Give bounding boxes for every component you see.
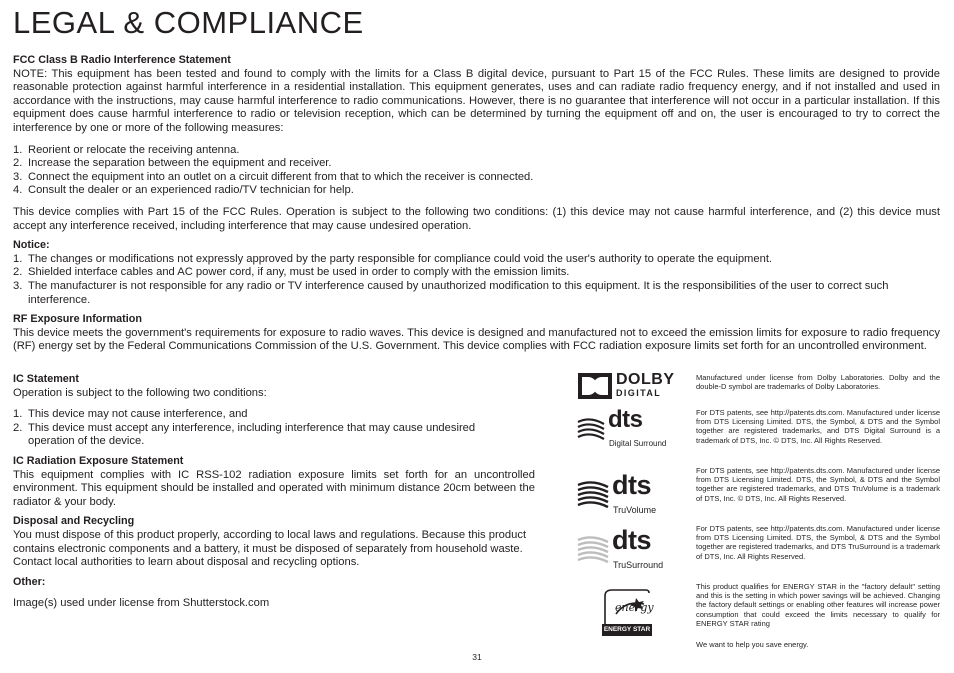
dts-wordmark: dts: [608, 406, 643, 433]
list-item: 1. Reorient or relocate the receiving antenna.: [13, 143, 240, 156]
energy-star-label: ENERGY STAR: [603, 626, 651, 633]
dts-digital-surround-text: Digital Surround: [609, 439, 667, 448]
list-item: 2. Shielded interface cables and AC power cord, if any, must be used in order to comply with the emission limits.: [13, 266, 570, 279]
dts-truvolume-logo: [576, 470, 686, 518]
list-item: 2. Increase the separation between the equipment and receiver.: [13, 157, 332, 170]
energy-script-text: energy: [615, 601, 654, 614]
fcc-heading: FCC Class B Radio Interference Statement: [13, 54, 231, 66]
dts-swoosh-icon: [576, 535, 610, 565]
dts-trusurround-note: For DTS patents, see http://patents.dts.com. Manufactured under license from DTS Licensing Limited. DTS, the Symbol, & DTS and the Symbol together are registered trademarks, and DTS TruSurround is a trademark of DTS, Inc. All Rights Reserved.: [696, 524, 940, 561]
dts-wordmark: dts: [612, 470, 651, 500]
main-text: [13, 54, 940, 354]
fcc-measures-list: [13, 144, 940, 198]
energy-star-note: This product qualifies for ENERGY STAR in the "factory default" setting and this is the setting in which power savings will be achieved. Changing the factory default settings or enabling other features will increase power consumption that could exceed the limits necessary to qualify for ENERGY STAR rating: [696, 582, 940, 628]
list-item: 3. Connect the equipment into an outlet on a circuit different from that to which the receiver is connected.: [13, 170, 534, 183]
left-column: [13, 373, 535, 611]
energy-save-note: We want to help you save energy.: [696, 640, 809, 649]
dts-trusurround-text: TruSurround: [613, 560, 664, 570]
disposal-heading: Disposal and Recycling: [13, 515, 135, 528]
ic-radiation-heading: IC Radiation Exposure Statement: [13, 454, 184, 467]
disposal-body: You must dispose of this product properly, according to local laws and regulations. Because this product contains electronic components and a battery, it must be disposed of separately from household waste. Contact local authorities to learn about disposal and recycling options.: [13, 528, 527, 569]
list-item: 2. This device must accept any interference, including interference that may cause undesired operation of the device.: [13, 421, 476, 448]
page-number: 31: [472, 652, 482, 662]
ic-radiation-body: This equipment complies with IC RSS-102 radiation exposure limits set forth for an uncontrolled environment. This equipment should be installed and operated with minimum distance 20cm between the radiator & your body.: [13, 468, 535, 508]
ic-intro: Operation is subject to the following two conditions:: [13, 386, 267, 399]
dts-truvolume-text: TruVolume: [613, 505, 657, 515]
dolby-double-d-icon: [578, 373, 612, 399]
other-heading: Other:: [13, 575, 46, 588]
dts-swoosh-icon: [576, 416, 606, 444]
list-item: 1. This device may not cause interference, and: [13, 408, 248, 421]
dolby-digital-logo: [578, 373, 678, 399]
list-item: 4. Consult the dealer or an experienced radio/TV technician for help.: [13, 184, 354, 197]
dts-wordmark: dts: [612, 525, 651, 555]
dts-trusurround-logo: [576, 525, 686, 573]
dolby-wordmark: DOLBY: [616, 371, 675, 388]
dts-digital-surround-logo: [576, 406, 686, 454]
list-item: 1. The changes or modifications not expressly approved by the party responsible for compliance could void the user's authority to operate the equipment.: [13, 252, 773, 265]
rf-heading: RF Exposure Information: [13, 313, 142, 326]
energy-star-logo: [602, 588, 652, 636]
fcc-compliance: This device complies with Part 15 of the FCC Rules. Operation is subject to the following two conditions: (1) this device may not cause harmful interference, and (2) this device must accept any interference received, including interference that may cause undesired operation.: [13, 205, 940, 232]
notice-heading: Notice:: [13, 239, 50, 252]
dts-swoosh-icon: [576, 480, 610, 510]
dolby-note: Manufactured under license from Dolby Laboratories. Dolby and the double-D symbol are trademarks of Dolby Laboratories.: [696, 373, 940, 392]
dts-digital-surround-note: For DTS patents, see http://patents.dts.com. Manufactured under license from DTS Licensing Limited. DTS, the Symbol, & DTS and the Symbol together are registered trademarks, and DTS Digital Surround is a trademark of DTS, Inc. © DTS, Inc. All Rights Reserved.: [696, 408, 940, 445]
fcc-body: NOTE: This equipment has been tested and found to comply with the limits for a Class B digital device, pursuant to Part 15 of the FCC Rules. These limits are designed to provide reasonable protection against harmful interference in a residential installation. This equipment generates, uses and can radiate radio frequency energy, and if not installed and used in accordance with the instructions, may cause harmful interference to radio communications. However, there is no guarantee that interference will not occur in a particular installation. If this equipment does cause harmful interference to radio or television reception, which can be determined by turning the equipment off and on, the user is encouraged to try to correct the interference by one or more of the following measures:: [13, 67, 940, 134]
ic-heading: IC Statement: [13, 373, 79, 385]
dts-truvolume-note: For DTS patents, see http://patents.dts.com. Manufactured under license from DTS Licensing Limited. DTS, the Symbol, & DTS and the Symbol together are registered trademarks, and DTS TruVolume is a trademark of DTS, Inc. © DTS, Inc. All Rights Reserved.: [696, 466, 940, 503]
notice-list: [13, 253, 940, 307]
rf-body: This device meets the government's requirements for exposure to radio waves. This device is designed and manufactured not to exceed the emission limits for exposure to radio frequency (RF) energy set by the Federal Communications Commission of the U.S. Government. This device complies with FCC radiation exposure limits set forth for an uncontrolled environment.: [13, 326, 940, 353]
ic-list: [13, 408, 518, 449]
list-item: 3. The manufacturer is not responsible for any radio or TV interference caused by unauthorized modification to this equipment. It is the responsibilities of the user to correct such interference.: [13, 279, 889, 306]
page-title: LEGAL & COMPLIANCE: [13, 5, 364, 40]
other-body: Image(s) used under license from Shutterstock.com: [13, 597, 270, 610]
dolby-digital-word: DIGITAL: [616, 388, 662, 398]
